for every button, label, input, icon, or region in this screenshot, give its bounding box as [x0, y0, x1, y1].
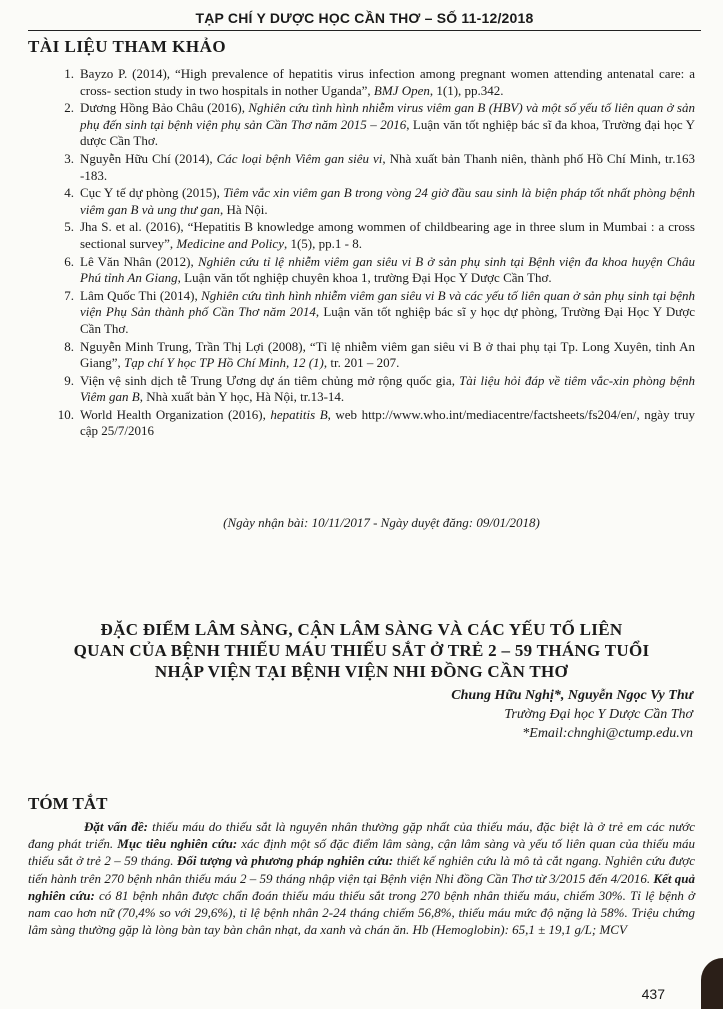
- received-date: (Ngày nhận bài: 10/11/2017 - Ngày duyệt đăng: 09/01/2018): [223, 515, 540, 530]
- author-names: Chung Hữu Nghị*, Nguyễn Ngọc Vy Thư: [451, 688, 693, 703]
- abstract-body: Đặt vấn đề: thiếu máu do thiếu sắt là nguyên nhân thường gặp nhất của thiếu máu, đặc biệt là ở trẻ em các nước đang phát triển. Mục tiêu nghiên cứu: xác định một số đặc điểm lâm sàng, cận lâm sàng và yếu tố liên quan của thiếu máu thiếu sắt ở trẻ 2 – 59 tháng. Đối tượng và phương pháp nghiên cứu: thiết kế nghiên cứu là mô tả cắt ngang. Nghiên cứu được tiến hành trên 270 bệnh nhân thiếu máu 2 – 59 tháng nhập viện tại Bệnh viện Nhi đồng Cần Thơ từ 3/2015 đến 4/2016. Kết quả nghiên cứu: có 81 bệnh nhân được chẩn đoán thiếu máu thiếu sắt trong 270 bệnh nhân thiếu máu, chiếm 30%. Tỉ lệ bệnh ở nam cao hơn nữ (70,4% so với 29,6%), tỉ lệ bệnh nhân 2-24 tháng chiếm 56,8%, thiếu máu mức độ nặng là 58%. Triệu chứng lâm sàng thường gặp là lòng bàn tay bàn chân nhạt, da xanh và chán ăn. Hb (Hemoglobin): 65,1 ± 19,1 g/L; MCV: [28, 819, 696, 938]
- abstract-heading: Đặt vấn đề:: [84, 819, 148, 834]
- reference-item: 9. Viện vệ sinh dịch tễ Trung Ương dự án tiêm chủng mở rộng quốc gia, Tài liệu hỏi đáp về tiêm vắc-xin phòng bệnh Viêm gan B, Nhà xuất bản Y học, Hà Nội, tr.13-14.: [64, 372, 695, 405]
- article-title-line: QUAN CỦA BỆNH THIẾU MÁU THIẾU SẮT Ở TRẺ 2 – 59 THÁNG TUỔI: [73, 641, 650, 660]
- reference-item: 3. Nguyễn Hữu Chí (2014), Các loại bệnh Viêm gan siêu vi, Nhà xuất bản Thanh niên, thành phố Hồ Chí Minh, tr.163 -183.: [64, 150, 695, 183]
- page-number: 437: [641, 986, 665, 1002]
- reference-list: [28, 66, 695, 441]
- page-edge-shadow: [701, 958, 723, 1009]
- article-title-line: NHẬP VIỆN TẠI BỆNH VIỆN NHI ĐỒNG CẦN THƠ: [154, 662, 569, 681]
- references-title: TÀI LIỆU THAM KHẢO: [28, 37, 227, 56]
- reference-item: 2. Dương Hồng Bảo Châu (2016), Nghiên cứu tình hình nhiễm virus viêm gan B (HBV) và một số yếu tố liên quan ở sản phụ đến sinh tại bệnh viện phụ sản Cần Thơ năm 2015 – 2016, Luận văn tốt nghiệp bác sĩ đa khoa, Trường đại học Y dược Cần Thơ.: [64, 100, 695, 149]
- reference-item: 4. Cục Y tế dự phòng (2015), Tiêm vắc xin viêm gan B trong vòng 24 giờ đầu sau sinh là biện pháp tốt nhất phòng bệnh viêm gan B và ung thư gan, Hà Nội.: [64, 185, 696, 217]
- reference-item: 6. Lê Văn Nhân (2012), Nghiên cứu tỉ lệ nhiễm viêm gan siêu vi B ở sản phụ sinh tại Bệnh viện đa khoa huyện Châu Phú tỉnh An Giang, Luận văn tốt nghiệp chuyên khoa 1, trường Đại Học Y Dược Cần Thơ.: [64, 253, 696, 286]
- reference-item: 8. Nguyễn Minh Trung, Trần Thị Lợi (2008), “Tỉ lệ nhiễm viêm gan siêu vi B ở thai phụ tại Tp. Long Xuyên, tỉnh An Giang”, Tạp chí Y học TP Hồ Chí Minh, 12 (1), tr. 201 – 207.: [64, 338, 695, 371]
- abstract-title: TÓM TẮT: [28, 794, 108, 813]
- abstract-heading: Đối tượng và phương pháp nghiên cứu:: [177, 853, 394, 869]
- article-title-line: ĐẶC ĐIỂM LÂM SÀNG, CẬN LÂM SÀNG VÀ CÁC YẾU TỐ LIÊN: [100, 620, 623, 639]
- reference-item: 7. Lâm Quốc Thi (2014), Nghiên cứu tình hình nhiễm viêm gan siêu vi B và các yếu tố liên quan ở sản phụ sinh tại bệnh viện Phụ Sản thành phố Cần Thơ năm 2014, Luận văn tốt nghiệp bác sĩ y học dự phòng, Trường Đại Học Y Dược Cần Thơ.: [64, 287, 695, 336]
- reference-item: 5. Jha S. et al. (2016), “Hepatitis B knowledge among wommen of childbearing age in three slum in Mumbai : a cross sectional survey”, Medicine and Policy, 1(5), pp.1 - 8.: [64, 219, 695, 251]
- reference-item: 1. Bayzo P. (2014), “High prevalence of hepatitis virus infection among pregnant women attending antenatal care: a cross- section study in two hospitals in nother Uganda”, BMJ Open, 1(1), pp.342.: [64, 66, 695, 98]
- author-block: [451, 686, 693, 743]
- article-title: [30, 619, 693, 682]
- abstract-heading: Mục tiêu nghiên cứu:: [117, 836, 238, 852]
- reference-item: 10. World Health Organization (2016), hepatitis B, web http://www.who.int/mediacentre/factsheets/fs204/en/, ngày truy cập 25/7/2016: [57, 406, 696, 439]
- abstract-heading: Kết quả nghiên cứu:: [28, 870, 695, 903]
- author-affiliation: Trường Đại học Y Dược Cần Thơ: [504, 707, 693, 722]
- author-email: *Email:chnghi@ctump.edu.vn: [522, 726, 693, 741]
- journal-header: TẠP CHÍ Y DƯỢC HỌC CẦN THƠ – SỐ 11-12/2018: [28, 10, 701, 31]
